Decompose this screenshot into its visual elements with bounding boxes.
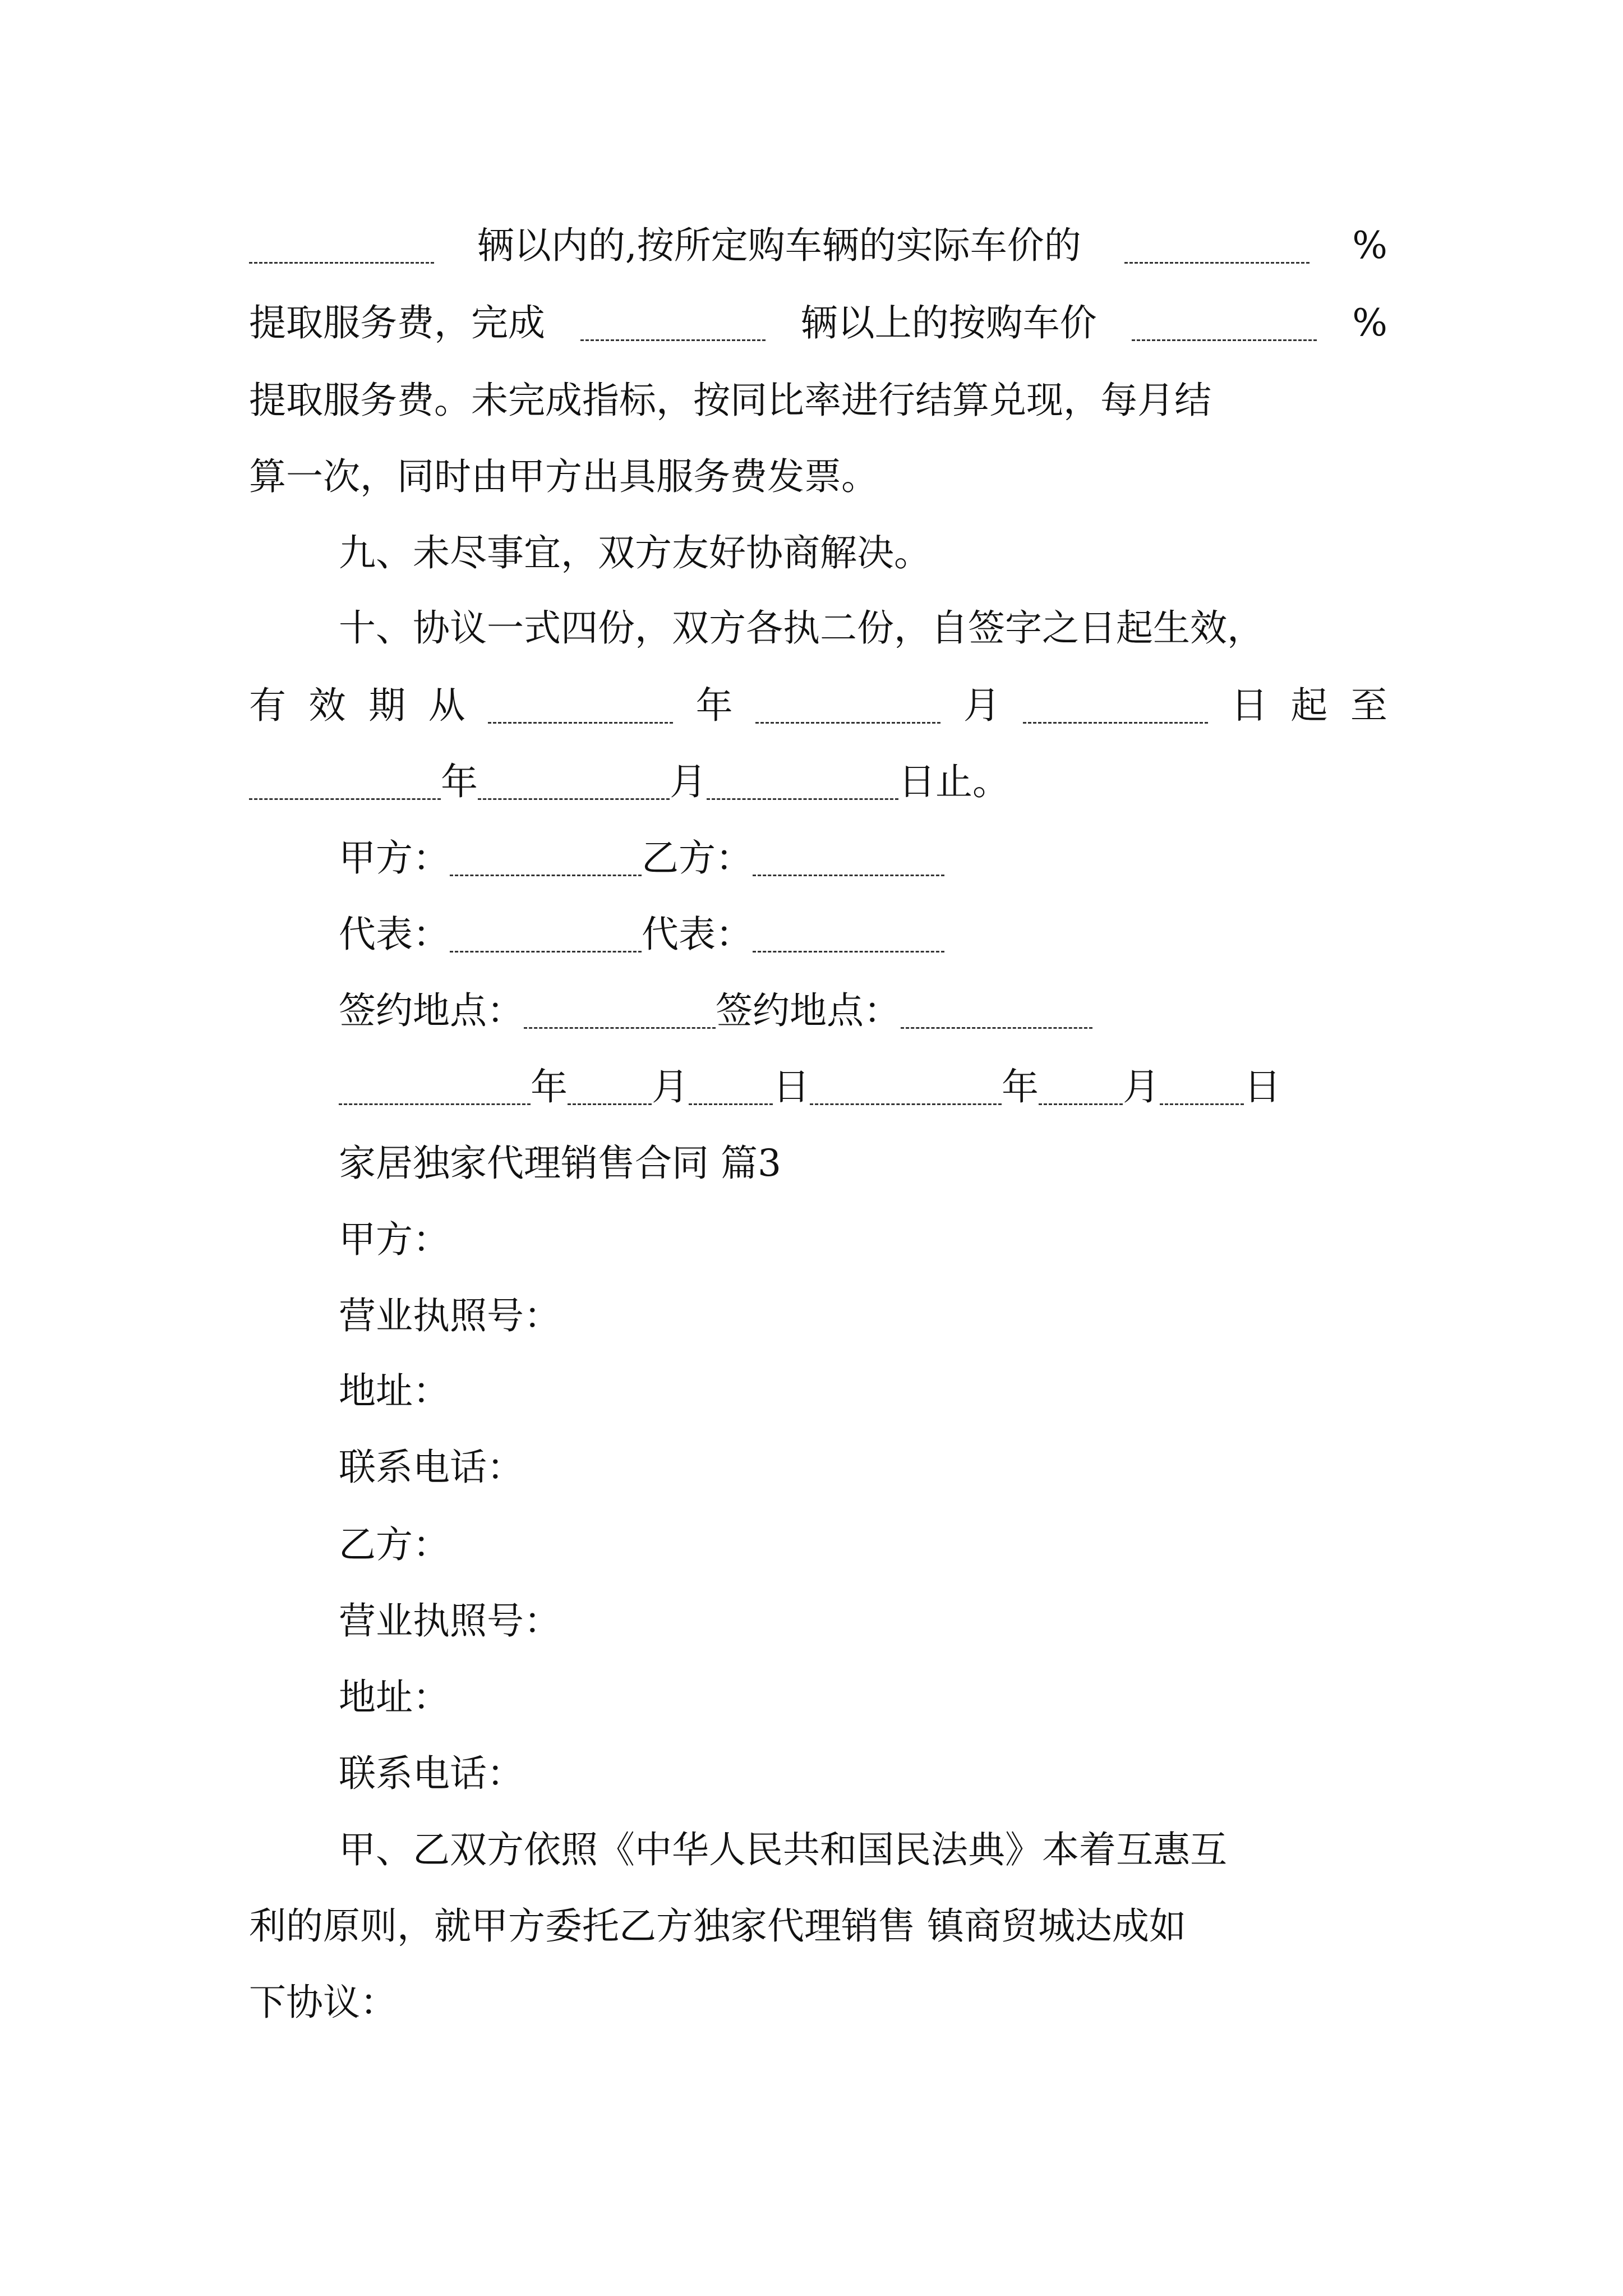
blank-field [524, 986, 716, 1029]
blank-field [450, 909, 642, 953]
text-segment: 日 [1244, 1065, 1281, 1108]
text-segment: 期 [368, 684, 406, 727]
blank-field [1039, 1062, 1123, 1105]
preamble-line-1: 甲、乙双方依照《中华人民共和国民法典》本着互惠互 [339, 1828, 1227, 1871]
blank-field [753, 909, 944, 953]
text-segment: 月 [963, 684, 1000, 727]
paragraph-line-3: 提取服务费。未完成指标，按同比率进行结算兑现，每月结 [249, 379, 1211, 422]
text-segment: 日 [1230, 684, 1268, 727]
text-segment: 年 [1002, 1065, 1039, 1108]
text-segment: 起 [1290, 684, 1328, 727]
party-a-address-label: 地址： [339, 1369, 450, 1412]
representative-line [339, 907, 1387, 963]
blank-field [1132, 298, 1317, 341]
blank-field [478, 757, 670, 800]
blank-field [249, 220, 434, 264]
text-segment: 月 [1123, 1065, 1160, 1108]
text-segment: 代表： [339, 913, 450, 956]
party-b-label: 乙方： [339, 1523, 450, 1566]
paragraph-line-4: 算一次，同时由甲方出具服务费发票。 [249, 455, 878, 498]
text-segment: 年 [695, 684, 733, 727]
text-segment: 年 [441, 760, 478, 803]
text-segment: 至 [1350, 684, 1387, 727]
clause-nine: 九、未尽事宜，双方友好协商解决。 [339, 531, 931, 574]
party-a-license-label: 营业执照号： [339, 1294, 561, 1337]
text-segment: 签约地点： [716, 989, 901, 1032]
blank-field [901, 986, 1092, 1029]
blank-field [755, 680, 940, 724]
blank-field [1160, 1062, 1244, 1105]
blank-field [568, 1062, 652, 1105]
blank-field [488, 680, 673, 724]
party-a-phone-label: 联系电话： [339, 1446, 524, 1489]
party-signature-line [339, 830, 1387, 886]
text-segment: 从 [428, 684, 465, 727]
paragraph-line-2 [249, 295, 1387, 351]
party-a-label: 甲方： [339, 1218, 450, 1261]
text-segment: 辆以上的按购车价 [800, 301, 1097, 344]
blank-field [339, 1062, 531, 1105]
party-b-phone-label: 联系电话： [339, 1752, 524, 1795]
blank-field [753, 833, 944, 876]
text-segment: 签约地点： [339, 989, 524, 1032]
paragraph-line-1 [249, 218, 1387, 274]
blank-field [580, 298, 766, 341]
text-segment: 提取服务费，完成 [249, 301, 545, 344]
party-b-license-label: 营业执照号： [339, 1599, 561, 1642]
text-segment: 效 [308, 684, 346, 727]
text-segment: 辆以内的,按所定购车辆的实际车价的 [477, 224, 1081, 267]
text-segment: % [1352, 224, 1387, 267]
blank-field [1124, 220, 1310, 264]
party-b-address-label: 地址： [339, 1676, 450, 1719]
text-segment: 日止。 [898, 760, 1009, 803]
text-segment: 甲方： [339, 836, 450, 880]
text-segment: 日 [773, 1065, 810, 1108]
text-segment: 代表： [642, 913, 753, 956]
text-segment: 有 [249, 684, 286, 727]
blank-field [689, 1062, 773, 1105]
blank-field [249, 757, 441, 800]
blank-field [450, 833, 642, 876]
signing-place-line [339, 983, 1387, 1039]
text-segment: 乙方： [642, 836, 753, 880]
blank-field [810, 1062, 1002, 1105]
validity-end-line [249, 754, 1387, 810]
text-segment: 月 [652, 1065, 689, 1108]
text-segment: % [1352, 301, 1387, 344]
section-heading: 家居独家代理销售合同 篇3 [339, 1142, 781, 1185]
preamble-line-2: 利的原则，就甲方委托乙方独家代理销售 镇商贸城达成如 [249, 1904, 1186, 1948]
blank-field [1023, 680, 1208, 724]
blank-field [707, 757, 898, 800]
validity-period-line [249, 678, 1387, 734]
signing-date-line [339, 1059, 1387, 1115]
preamble-line-3: 下协议： [249, 1981, 397, 2024]
text-segment: 年 [531, 1065, 568, 1108]
clause-ten: 十、协议一式四份，双方各执二份，自签字之日起生效， [339, 606, 1264, 650]
text-segment: 月 [670, 760, 707, 803]
